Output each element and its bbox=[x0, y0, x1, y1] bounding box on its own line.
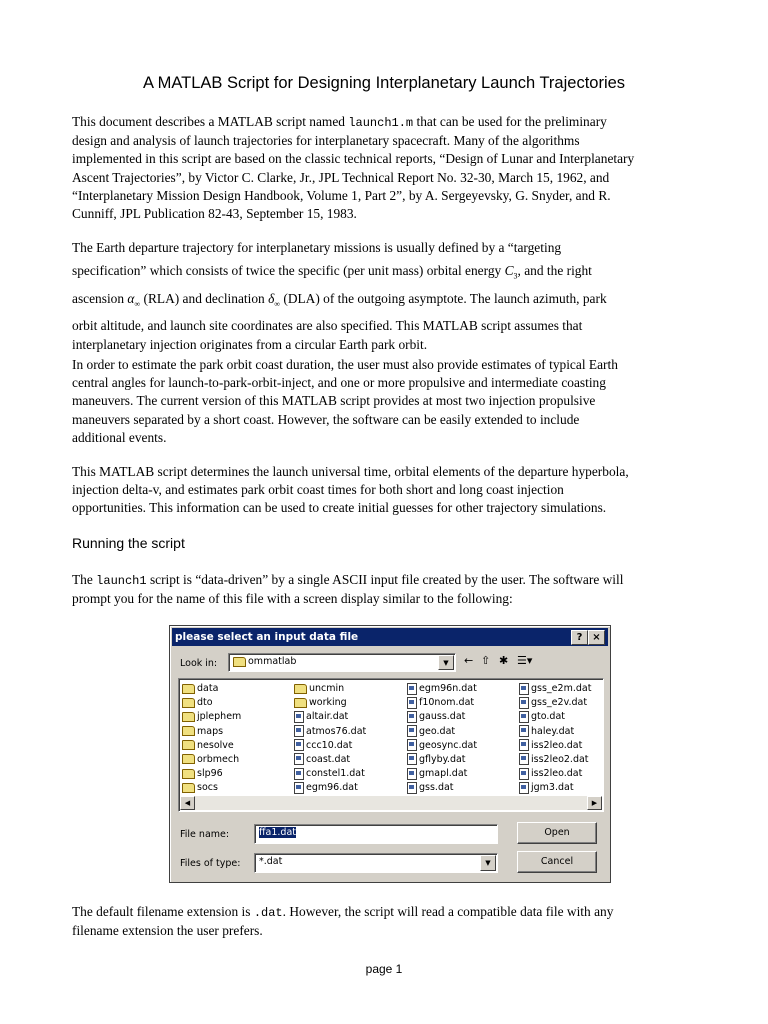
item-label: data bbox=[197, 683, 219, 694]
text: (RLA) and declination bbox=[140, 290, 269, 306]
code-launch1: launch1 bbox=[96, 574, 147, 588]
scroll-right-icon[interactable]: ▶ bbox=[587, 796, 602, 810]
page-number: page 1 bbox=[365, 962, 403, 976]
look-in-value: ommatlab bbox=[248, 656, 297, 667]
item-label: constel1.dat bbox=[306, 768, 365, 780]
file-icon bbox=[519, 683, 529, 695]
text-line: filename extension the user prefers. bbox=[72, 923, 263, 939]
list-item[interactable] bbox=[294, 767, 366, 781]
item-label: gss.dat bbox=[419, 782, 454, 794]
file-icon bbox=[407, 725, 417, 737]
text-line: injection delta-v, and estimates park orbit coast times for both short and long coast injection bbox=[72, 482, 564, 498]
file-column-2 bbox=[294, 682, 366, 796]
file-icon bbox=[407, 782, 417, 794]
file-icon bbox=[519, 739, 529, 751]
list-item[interactable] bbox=[294, 682, 366, 696]
dialog-title: please select an input data file bbox=[175, 631, 359, 643]
item-label: slp96 bbox=[197, 768, 223, 780]
paragraph-results bbox=[72, 463, 712, 518]
folder-icon bbox=[182, 740, 195, 750]
file-icon bbox=[294, 782, 304, 794]
folder-icon bbox=[182, 698, 195, 708]
file-column-1 bbox=[182, 682, 241, 796]
file-dialog bbox=[169, 625, 611, 883]
list-item[interactable] bbox=[407, 767, 477, 781]
list-item[interactable] bbox=[294, 696, 366, 710]
paragraph-departure bbox=[72, 237, 712, 354]
code-launch1-m: launch1.m bbox=[348, 116, 414, 130]
text-line: prompt you for the name of this file with a screen display similar to the following: bbox=[72, 591, 513, 607]
folder-icon bbox=[182, 726, 195, 736]
files-of-type-value: *.dat bbox=[259, 856, 283, 867]
file-icon bbox=[407, 753, 417, 765]
list-item[interactable] bbox=[407, 739, 477, 753]
item-label: gauss.dat bbox=[419, 711, 466, 723]
item-label: f10nom.dat bbox=[419, 697, 475, 709]
section-heading: Running the script bbox=[72, 535, 185, 551]
text: The default filename extension is bbox=[72, 904, 254, 919]
paragraph-coast bbox=[72, 356, 712, 447]
item-label: geosync.dat bbox=[419, 739, 478, 751]
item-label: coast.dat bbox=[306, 753, 351, 765]
code-dat: .dat bbox=[253, 906, 283, 920]
list-item[interactable] bbox=[182, 710, 241, 724]
text-line: maneuvers separated by a short coast. However, the software can be easily extended to include bbox=[72, 411, 580, 427]
item-label: altair.dat bbox=[306, 711, 349, 723]
horizontal-scrollbar[interactable] bbox=[180, 796, 602, 810]
chevron-down-icon[interactable]: ▼ bbox=[480, 855, 496, 871]
open-button[interactable]: Open bbox=[517, 822, 597, 844]
text-line: “Interplanetary Mission Design Handbook, Volume 1, Part 2”, by A. Sergeyevsky, G. Snyder, and R. bbox=[72, 187, 611, 203]
item-label: gflyby.dat bbox=[419, 753, 466, 765]
list-item[interactable] bbox=[182, 781, 241, 795]
item-label: gmapl.dat bbox=[419, 768, 468, 780]
file-icon bbox=[519, 768, 529, 780]
item-label: iss2leo.dat bbox=[531, 739, 583, 751]
folder-icon bbox=[182, 754, 195, 764]
text: ascension bbox=[72, 290, 128, 306]
file-icon bbox=[407, 711, 417, 723]
list-item[interactable] bbox=[519, 725, 591, 739]
cancel-button[interactable]: Cancel bbox=[517, 851, 597, 873]
list-item[interactable] bbox=[407, 696, 477, 710]
list-item[interactable] bbox=[519, 710, 591, 724]
list-item[interactable] bbox=[519, 739, 591, 753]
folder-icon bbox=[182, 783, 195, 793]
item-label: maps bbox=[197, 725, 224, 737]
infinity-subscript: ∞ bbox=[274, 299, 281, 309]
item-label: gss_e2m.dat bbox=[531, 683, 592, 694]
text: . However, the script will read a compatible data file with any bbox=[282, 904, 614, 919]
text: script is “data-driven” by a single ASCII input file created by the user. The software will bbox=[146, 572, 624, 587]
list-item[interactable] bbox=[294, 739, 366, 753]
list-item[interactable] bbox=[407, 682, 477, 696]
scroll-left-icon[interactable]: ◀ bbox=[180, 796, 195, 810]
alpha-infinity-symbol bbox=[127, 290, 141, 309]
folder-icon bbox=[182, 769, 195, 779]
paragraph-running bbox=[72, 571, 712, 608]
text: (DLA) of the outgoing asymptote. The launch azimuth, park bbox=[280, 290, 607, 306]
item-label: nesolve bbox=[197, 739, 234, 751]
item-label: orbmech bbox=[197, 753, 240, 765]
delta-letter: δ bbox=[268, 290, 275, 306]
list-item[interactable] bbox=[182, 739, 241, 753]
text: specification” which consists of twice the specific (per unit mass) orbital energy bbox=[72, 262, 505, 278]
list-item[interactable] bbox=[182, 767, 241, 781]
text-line: The Earth departure trajectory for interplanetary missions is usually defined by a “targeting bbox=[72, 240, 562, 255]
text-line: design and analysis of launch trajectories for interplanetary spacecraft. Many of the algorithms bbox=[72, 133, 580, 149]
list-item[interactable] bbox=[519, 767, 591, 781]
file-icon bbox=[519, 725, 529, 737]
item-label: egm96n.dat bbox=[419, 683, 477, 694]
look-in-label: Look in: bbox=[180, 658, 218, 669]
file-icon bbox=[294, 753, 304, 765]
up-folder-icon[interactable]: ⇧ bbox=[481, 654, 491, 667]
item-label: working bbox=[309, 697, 347, 709]
text-line: Cunniff, JPL Publication 82-43, September 15, 1983. bbox=[72, 206, 357, 222]
file-icon bbox=[407, 739, 417, 751]
text-line: opportunities. This information can be used to create initial guesses for other trajectory simulations. bbox=[72, 500, 607, 516]
file-icon bbox=[407, 697, 417, 709]
file-column-3 bbox=[407, 682, 477, 796]
item-label: jgm3.dat bbox=[531, 782, 574, 794]
text-line: Ascent Trajectories”, by Victor C. Clarke, Jr., JPL Technical Report No. 32-30, March 15, 1962, and bbox=[72, 169, 610, 185]
list-item[interactable] bbox=[182, 696, 241, 710]
infinity-subscript: ∞ bbox=[134, 299, 141, 309]
item-label: jplephem bbox=[197, 711, 242, 723]
file-icon bbox=[519, 753, 529, 765]
list-item[interactable] bbox=[519, 696, 591, 710]
c3-subscript: 3 bbox=[513, 271, 518, 281]
file-name-input[interactable] bbox=[254, 824, 498, 844]
folder-icon bbox=[182, 684, 195, 694]
folder-icon bbox=[233, 657, 246, 667]
item-label: egm96.dat bbox=[306, 782, 358, 794]
item-label: gss_e2v.dat bbox=[531, 697, 588, 709]
view-menu-icon[interactable]: ☰▾ bbox=[517, 654, 533, 667]
folder-icon bbox=[182, 712, 195, 722]
list-item[interactable] bbox=[407, 710, 477, 724]
help-button[interactable]: ? bbox=[571, 630, 588, 645]
list-item[interactable] bbox=[294, 781, 366, 795]
file-name-value: ffa1.dat bbox=[259, 827, 297, 838]
text-line: In order to estimate the park orbit coast duration, the user must also provide estimates of typical Earth bbox=[72, 357, 618, 372]
folder-icon bbox=[294, 684, 307, 694]
item-label: atmos76.dat bbox=[306, 725, 367, 737]
c3-symbol bbox=[504, 262, 518, 281]
list-item[interactable] bbox=[182, 753, 241, 767]
list-item[interactable] bbox=[407, 753, 477, 767]
item-label: uncmin bbox=[309, 683, 345, 694]
list-item[interactable] bbox=[519, 781, 591, 795]
file-icon bbox=[519, 711, 529, 723]
list-item[interactable] bbox=[294, 710, 366, 724]
list-item[interactable] bbox=[519, 682, 591, 696]
item-label: ccc10.dat bbox=[306, 739, 353, 751]
document-title: A MATLAB Script for Designing Interplanetary Launch Trajectories bbox=[142, 74, 626, 92]
item-label: iss2leo.dat bbox=[531, 768, 583, 780]
new-folder-icon[interactable]: ✱ bbox=[499, 654, 509, 667]
text-line: maneuvers. The current version of this MATLAB script provides at most two injection propulsive bbox=[72, 393, 596, 409]
text-line: implemented in this script are based on the classic technical reports, “Design of Lunar and Interplanetary bbox=[72, 151, 635, 167]
list-item[interactable] bbox=[294, 753, 366, 767]
list-item[interactable] bbox=[294, 725, 366, 739]
list-item[interactable] bbox=[182, 725, 241, 739]
dialog-title-bar bbox=[172, 628, 608, 646]
list-item[interactable] bbox=[182, 682, 241, 696]
file-list[interactable] bbox=[178, 678, 604, 812]
file-name-label: File name: bbox=[180, 829, 230, 840]
file-icon bbox=[519, 697, 529, 709]
text: The bbox=[72, 572, 97, 587]
files-of-type-select[interactable] bbox=[254, 853, 498, 873]
list-item[interactable] bbox=[407, 781, 477, 795]
file-column-4 bbox=[519, 682, 591, 796]
item-label: iss2leo2.dat bbox=[531, 753, 589, 765]
chevron-down-icon[interactable]: ▼ bbox=[438, 655, 454, 670]
list-item[interactable] bbox=[519, 753, 591, 767]
folder-icon bbox=[294, 698, 307, 708]
text-line: additional events. bbox=[72, 429, 167, 445]
c3-letter: C bbox=[504, 262, 514, 278]
file-icon bbox=[407, 768, 417, 780]
text: , and the right bbox=[517, 262, 592, 278]
file-icon bbox=[294, 711, 304, 723]
file-icon bbox=[294, 739, 304, 751]
text-line: orbit altitude, and launch site coordinates are also specified. This MATLAB script assumes that bbox=[72, 317, 583, 333]
alpha-letter: α bbox=[127, 290, 135, 306]
file-icon bbox=[519, 782, 529, 794]
text: This document describes a MATLAB script named bbox=[72, 114, 349, 129]
back-arrow-icon[interactable]: ← bbox=[464, 654, 474, 667]
item-label: haley.dat bbox=[531, 725, 575, 737]
text: that can be used for the preliminary bbox=[413, 114, 607, 129]
file-icon bbox=[294, 768, 304, 780]
paragraph-extension bbox=[72, 903, 712, 940]
item-label: socs bbox=[197, 782, 218, 794]
text-line: This MATLAB script determines the launch universal time, orbital elements of the departure hyperbola, bbox=[72, 464, 629, 479]
delta-infinity-symbol bbox=[268, 290, 281, 309]
item-label: dto bbox=[197, 697, 213, 709]
paragraph-intro bbox=[72, 113, 712, 223]
text-line: central angles for launch-to-park-orbit-inject, and one or more propulsive and intermediate coasting bbox=[72, 375, 606, 391]
close-button[interactable]: × bbox=[588, 630, 605, 645]
text-line: interplanetary injection originates from a circular Earth park orbit. bbox=[72, 336, 428, 352]
file-icon bbox=[294, 725, 304, 737]
list-item[interactable] bbox=[407, 725, 477, 739]
item-label: gto.dat bbox=[531, 711, 565, 723]
file-icon bbox=[407, 683, 417, 695]
look-in-combo[interactable] bbox=[228, 653, 456, 672]
files-of-type-label: Files of type: bbox=[180, 858, 241, 869]
item-label: geo.dat bbox=[419, 725, 456, 737]
